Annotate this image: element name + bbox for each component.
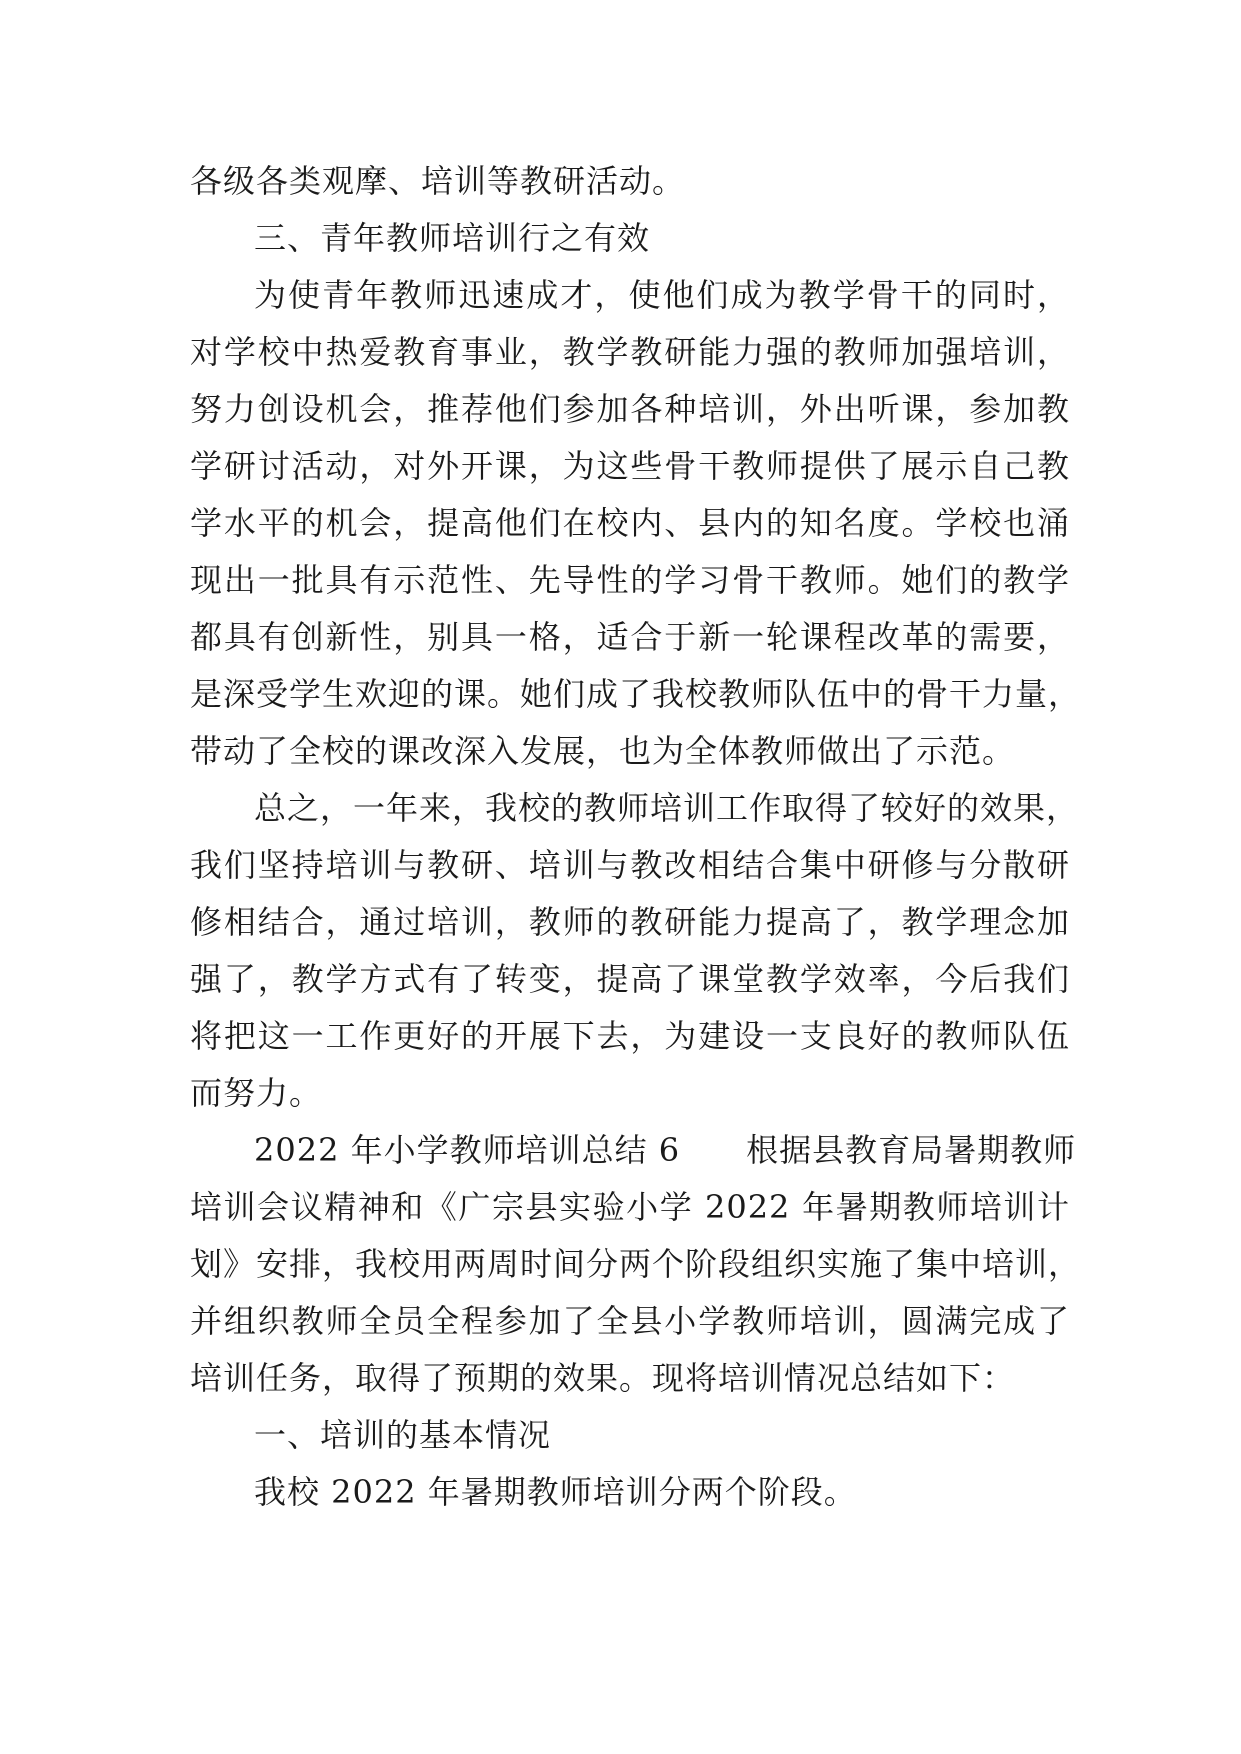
text-line: 学水平的机会，提高他们在校内、县内的知名度。学校也涌 [190,504,1070,542]
text-line: 学研讨活动，对外开课，为这些骨干教师提供了展示自己教 [190,447,1070,485]
text-line: 三、青年教师培训行之有效 [254,219,651,257]
text-line: 带动了全校的课改深入发展，也为全体教师做出了示范。 [190,732,1016,770]
text-line: 都具有创新性，别具一格，适合于新一轮课程改革的需要， [190,618,1070,656]
text-line: 强了，教学方式有了转变，提高了课堂教学效率，今后我们 [190,960,1070,998]
text-line: 而努力。 [190,1074,323,1112]
text-line: 总之，一年来，我校的教师培训工作取得了较好的效果， [254,789,1080,827]
text-line: 为使青年教师迅速成才，使他们成为教学骨干的同时， [254,276,1070,314]
document-body [190,153,1082,1521]
text-line: 我校 2022 年暑期教师培训分两个阶段。 [254,1473,857,1511]
text-line: 2022 年小学教师培训总结 6 根据县教育局暑期教师 [254,1131,1077,1169]
text-line: 修相结合，通过培训，教师的教研能力提高了，教学理念加 [190,903,1070,941]
text-line: 并组织教师全员全程参加了全县小学教师培训，圆满完成了 [190,1302,1070,1340]
text-line: 培训任务，取得了预期的效果。现将培训情况总结如下： [190,1359,1016,1397]
text-line: 我们坚持培训与教研、培训与教改相结合集中研修与分散研 [190,846,1070,884]
text-line: 一、培训的基本情况 [254,1416,552,1454]
text-line: 努力创设机会，推荐他们参加各种培训，外出听课，参加教 [190,390,1070,428]
text-line: 是深受学生欢迎的课。她们成了我校教师队伍中的骨干力量， [190,675,1082,713]
text-line: 划》安排，我校用两周时间分两个阶段组织实施了集中培训， [190,1245,1082,1283]
text-line: 培训会议精神和《广宗县实验小学 2022 年暑期教师培训计 [190,1188,1070,1226]
text-line: 将把这一工作更好的开展下去，为建设一支良好的教师队伍 [190,1017,1070,1055]
text-line: 各级各类观摩、培训等教研活动。 [190,162,686,200]
text-line: 对学校中热爱教育事业，教学教研能力强的教师加强培训， [190,333,1070,371]
text-line: 现出一批具有示范性、先导性的学习骨干教师。她们的教学 [190,561,1070,599]
